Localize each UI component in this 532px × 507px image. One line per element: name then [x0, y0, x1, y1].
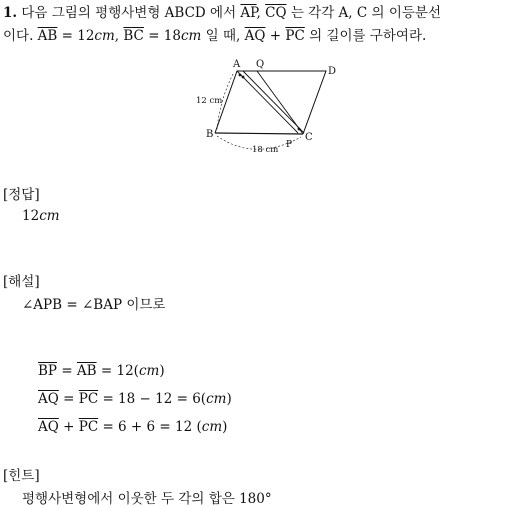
answer-number: 12 — [22, 208, 40, 224]
eq1-segment-bp: $\overline{BP}$ — [38, 363, 58, 379]
label-a: A — [233, 59, 241, 70]
eq1-close: ) — [159, 363, 165, 379]
edge-bc — [215, 133, 303, 134]
eq3-segment-aq: $\overline{AQ}$ — [38, 419, 59, 435]
eq3-segment-pc: $\overline{PC}$ — [78, 419, 99, 435]
eq2-segment-aq: $\overline{AQ}$ — [38, 391, 59, 407]
answer-value — [22, 208, 60, 224]
label-q: Q — [256, 59, 265, 70]
problem-number: 1. — [3, 5, 18, 21]
segment-cq: $\overline{CQ}$ — [265, 5, 287, 21]
label-d: D — [328, 66, 337, 77]
label-bc-length: 18 cm — [252, 145, 279, 155]
bisector-cq — [257, 71, 303, 134]
segment-ap: $\overline{AP}$ — [240, 5, 257, 21]
hint-heading: [힌트] — [3, 468, 40, 484]
eq2-unit: cm — [206, 391, 227, 407]
answer-unit: cm — [39, 208, 60, 224]
problem-line-2 — [3, 24, 426, 44]
problem-text-2a: 이다. — [3, 28, 34, 44]
explanation-line-1: ∠APB = ∠BAP 이므로 — [22, 297, 166, 313]
explanation-heading: [해설] — [3, 274, 40, 290]
bisector-ap-outer — [237, 71, 298, 133]
eq1-rhs: = 12( — [100, 363, 139, 379]
segment-pc: $\overline{PC}$ — [285, 28, 305, 44]
eq2-segment-pc: $\overline{PC}$ — [78, 391, 99, 407]
problem-text-2c: 의 길이를 구하여라. — [309, 28, 427, 44]
problem-text-1b: 는 각각 A, C 의 이등분선 — [290, 5, 441, 21]
equation-2 — [38, 391, 232, 407]
parallelogram-figure — [190, 56, 350, 156]
eq2-close: ) — [226, 391, 232, 407]
edge-b-a-d-c — [215, 71, 326, 134]
angle-mark-c1 — [298, 128, 301, 131]
answer-heading: [정답] — [3, 187, 40, 203]
eq1-equals: = — [61, 363, 73, 379]
problem-text-2b: 일 때, — [205, 28, 241, 44]
equation-3 — [38, 419, 227, 435]
bisector-ap-inner — [243, 71, 304, 133]
problem-line-1 — [3, 1, 441, 21]
segment-ab: $\overline{AB}$ — [37, 28, 58, 44]
segment-aq: $\overline{AQ}$ — [244, 28, 266, 44]
unit-cm: cm — [180, 28, 202, 44]
problem-text-1a: 다음 그림의 평행사변형 ABCD 에서 — [21, 5, 237, 21]
label-ab-length: 12 cm — [196, 96, 223, 106]
plus-sign: + — [269, 28, 282, 44]
eq-ab: = 12 — [61, 28, 95, 44]
eq-bc: = 18 — [148, 28, 181, 44]
hint-text: 평행사변형에서 이웃한 두 각의 합은 180° — [22, 491, 272, 507]
eq1-unit: cm — [138, 363, 160, 379]
eq2-rhs: = 18 − 12 = 6( — [102, 391, 207, 407]
eq3-rhs: = 6 + 6 = 12 ( — [102, 419, 202, 435]
segment-bc: $\overline{BC}$ — [123, 28, 144, 44]
eq2-equals: = — [63, 391, 75, 407]
angle-mark-a2 — [242, 76, 245, 79]
label-b: B — [206, 129, 214, 140]
eq3-close: ) — [222, 419, 228, 435]
eq1-segment-ab: $\overline{AB}$ — [76, 363, 97, 379]
comma-2: , — [114, 28, 120, 44]
label-c: C — [305, 132, 313, 143]
unit-cm: cm — [94, 28, 115, 44]
comma: , — [256, 5, 261, 21]
label-p: P — [286, 140, 293, 150]
equation-1 — [38, 363, 165, 379]
angle-mark-a1 — [239, 74, 242, 77]
eq3-unit: cm — [201, 419, 223, 435]
eq3-plus: + — [63, 419, 75, 435]
